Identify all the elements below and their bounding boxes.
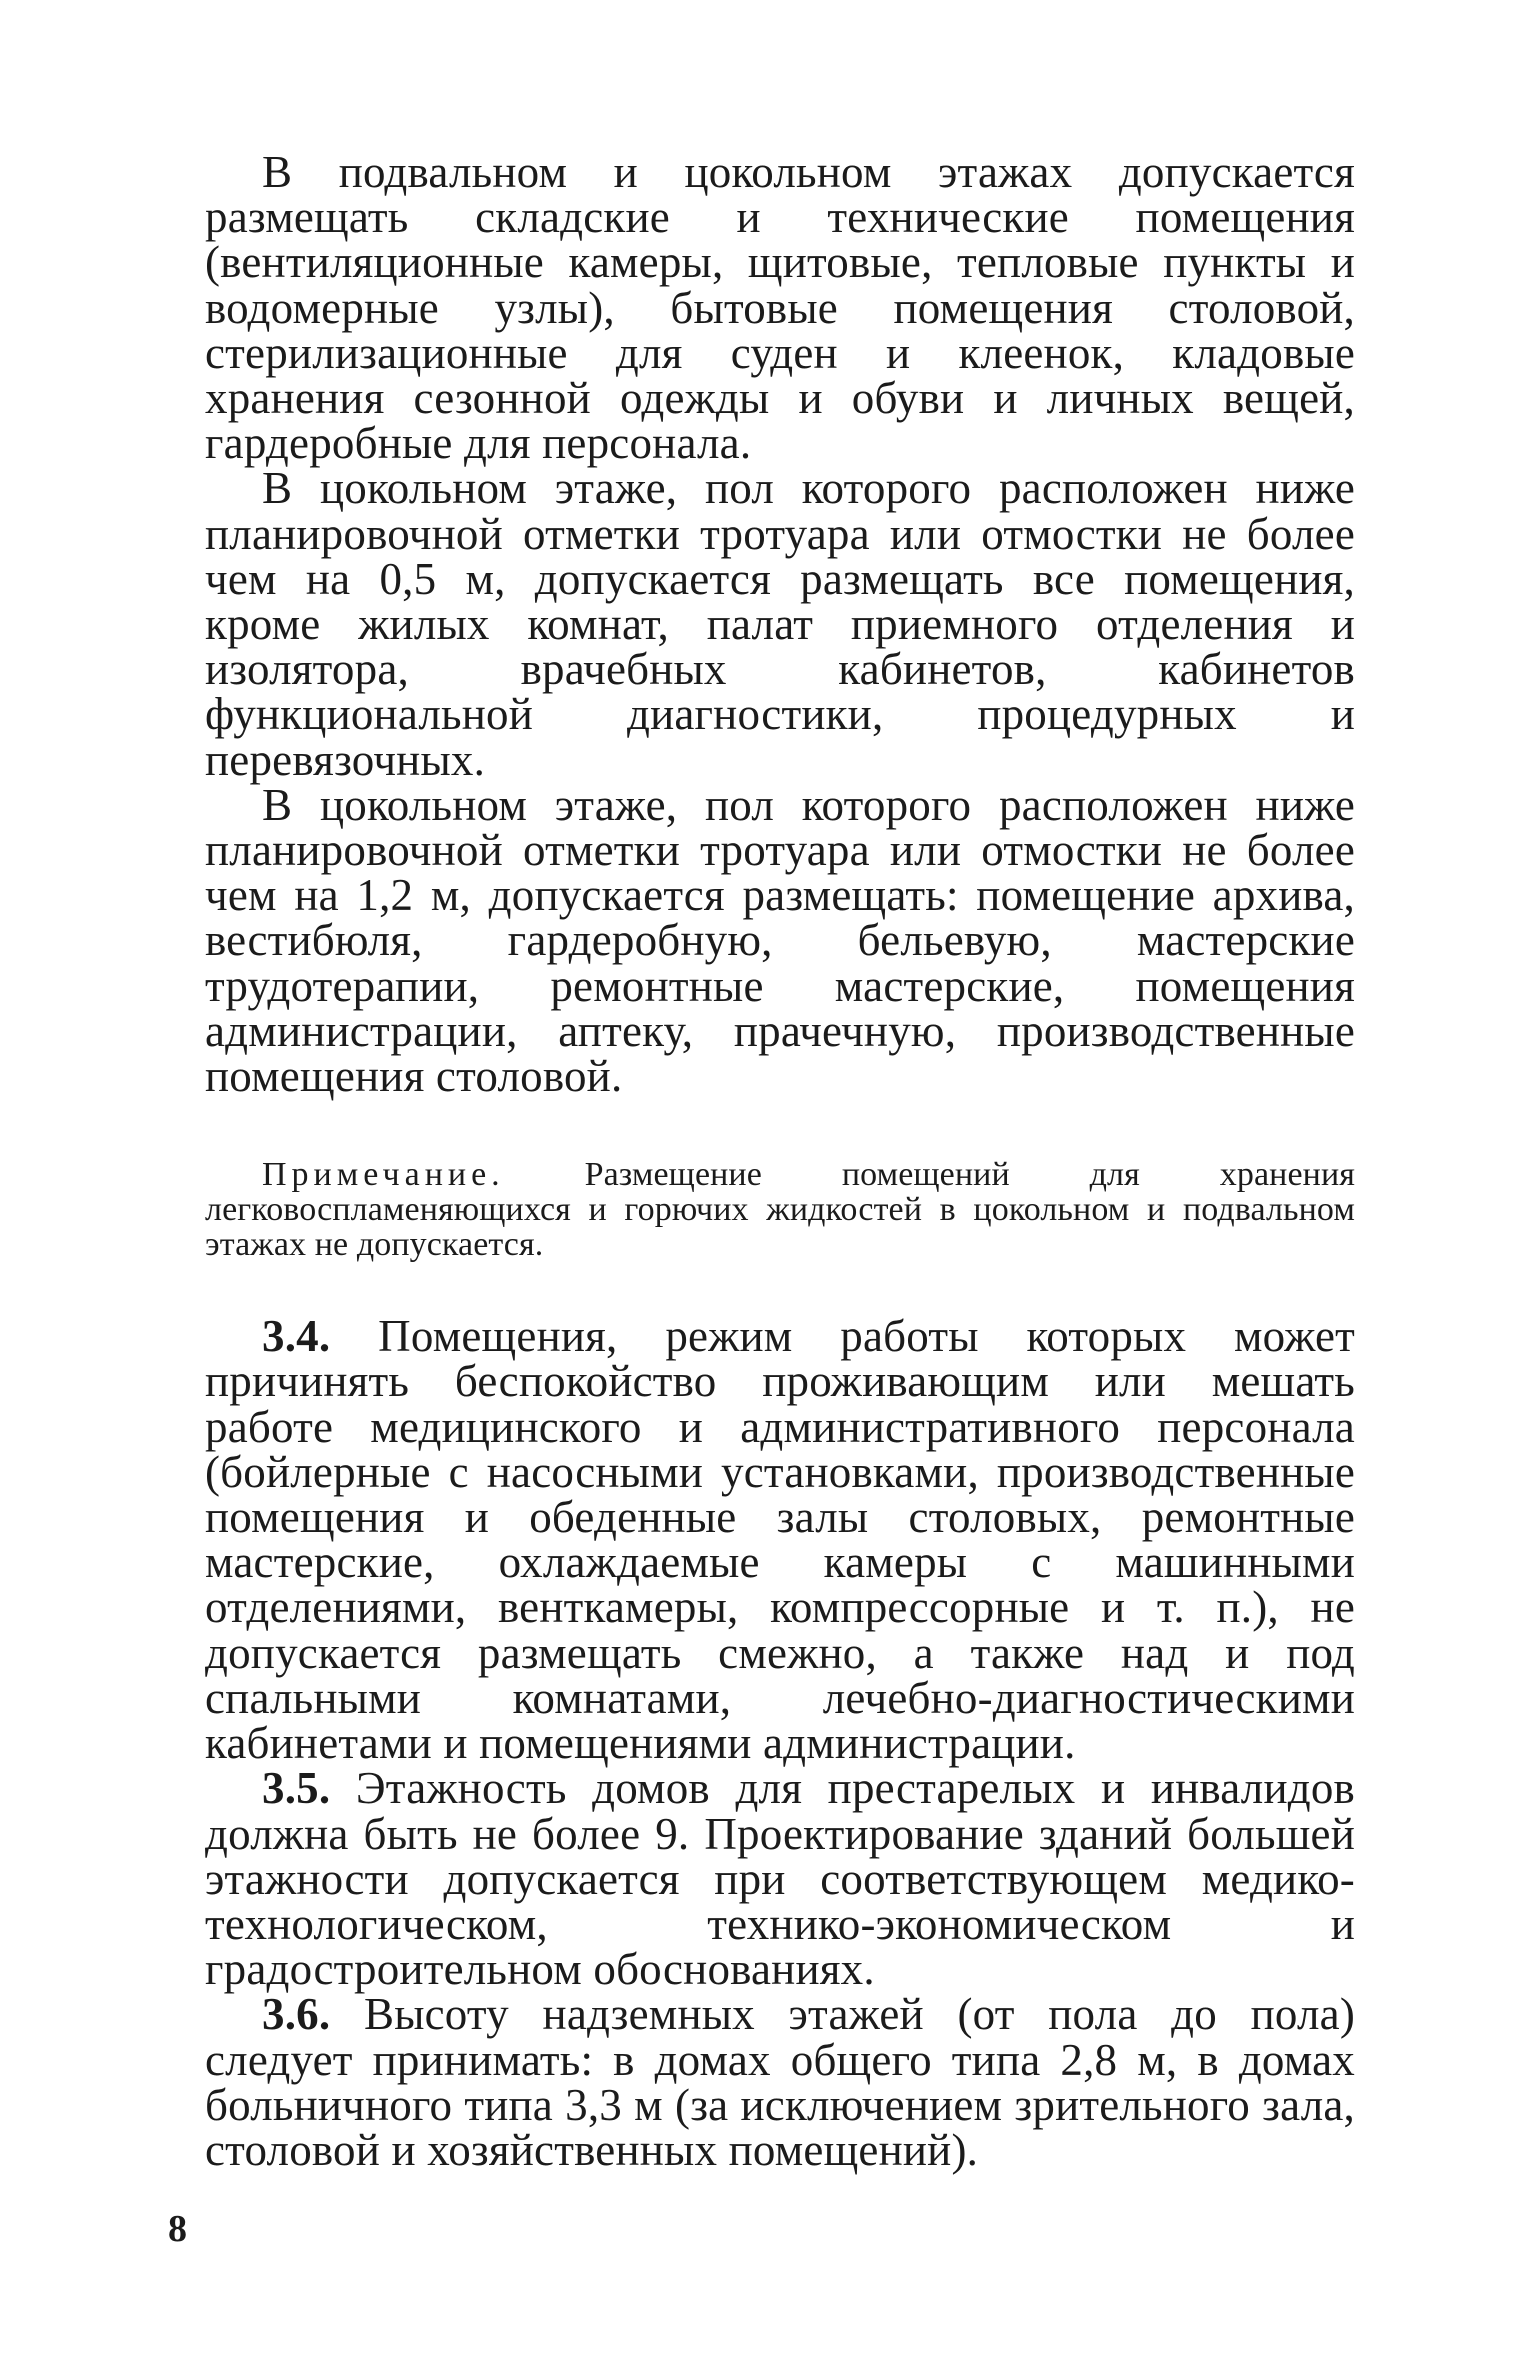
section-text: Высоту надземных этажей (от пола до пола) следует принимать: в домах общего типа 2,8 м, в домах больничного типа 3,3 м (за исключением зрительного зала, столовой и хозяйственных помещений).	[205, 1989, 1356, 2175]
section-text: Этажность домов для престарелых и инвалидов должна быть не более 9. Проектирование зданий большей этажности допускается при соответствующем медико-технологическом, технико-экономическом и градостроительном обоснованиях.	[205, 1763, 1355, 1995]
note-text: Размещение помещений для хранения легковоспламеняющихся и горючих жидкостей в цокольном и подвальном этажах не допускается.	[205, 1156, 1355, 1264]
page-content	[205, 147, 1356, 2175]
paragraph-socle-1-2m: В цокольном этаже, пол которого расположен ниже планировочной отметки тротуара или отмостки не более чем на 1,2 м, допускается размещать: помещение архива, вестибюля, гардеробную, бельевую, мастерские трудотерапии, ремонтные мастерские, помещения администрации, аптеку, прачечную, производственные помещения столовой.	[205, 779, 1355, 1102]
section-number: 3.4.	[262, 1311, 331, 1362]
section-3-6	[205, 1989, 1356, 2175]
paragraph-basement-rooms: В подвальном и цокольном этажах допускается размещать складские и технические помещения (вентиляционные камеры, щитовые, тепловые пункты и водомерные узлы), бытовые помещения столовой, стерилизационные для суден и клеенок, кладовые хранения сезонной одежды и обуви и личных вещей, гардеробные для персонала.	[205, 147, 1355, 469]
note-label: Примечание.	[262, 1156, 505, 1194]
section-number: 3.6.	[262, 1989, 331, 2040]
section-text: Помещения, режим работы которых может причинять беспокойство проживающим или мешать работе медицинского и административного персонала (бойлерные с насосными установками, производственные помещения и обеденные залы столовых, ремонтные мастерские, охлаждаемые камеры с машинными отделениями, венткамеры, компрессорные и т. п.), не допускается размещать смежно, а также над и под спальными комнатами, лечебно-диагностическими кабинетами и помещениями администрации.	[205, 1311, 1356, 1769]
paragraph-socle-0-5m: В цокольном этаже, пол которого расположен ниже планировочной отметки тротуара или отмостки не более чем на 0,5 м, допускается размещать все помещения, кроме жилых комнат, палат приемного отделения и изолятора, врачебных кабинетов, кабинетов функциональной диагностики, процедурных и перевязочных.	[205, 463, 1355, 785]
page-number: 8	[168, 2208, 187, 2250]
section-3-5	[205, 1763, 1355, 1995]
section-number: 3.5.	[262, 1763, 331, 1814]
section-3-4	[205, 1311, 1356, 1769]
sections-block	[205, 1311, 1356, 2175]
note-paragraph	[205, 1157, 1355, 1262]
